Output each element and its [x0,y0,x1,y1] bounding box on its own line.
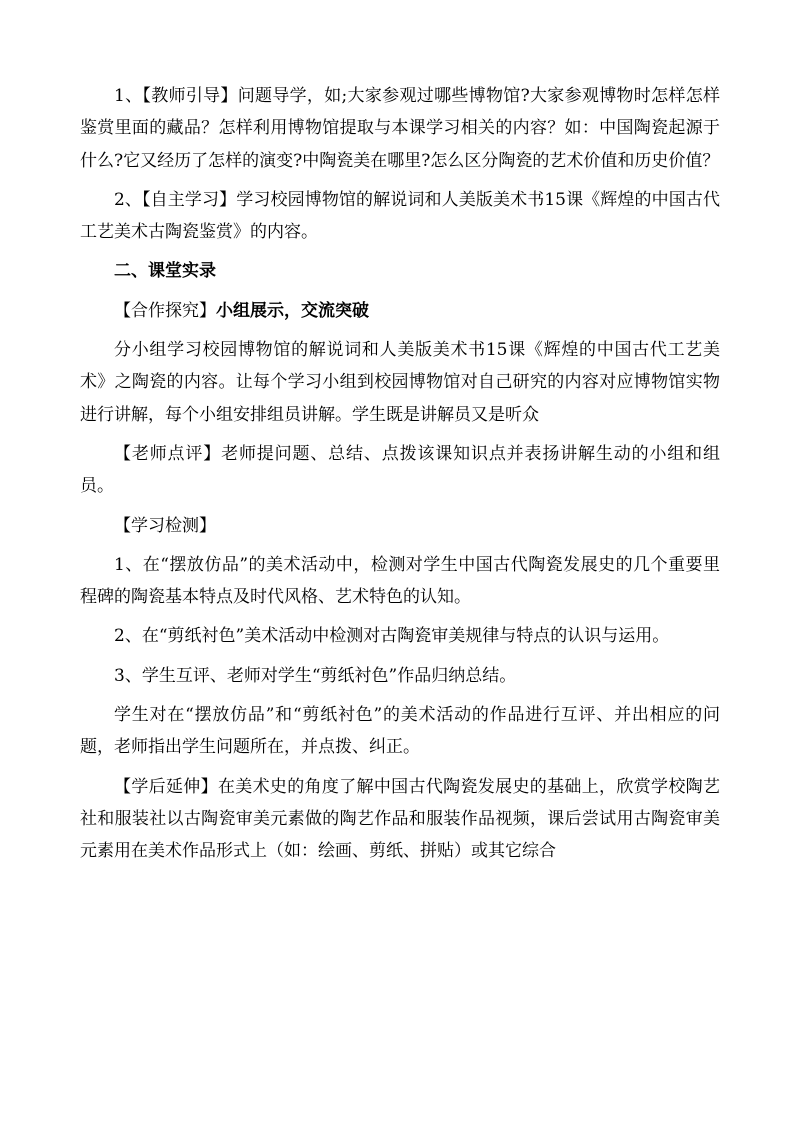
paragraph-cooperative-inquiry [80,295,720,327]
paragraph-check-1: 1、在“摆放仿品”的美术活动中，检测对学生中国古代陶瓷发展史的几个重要里程碑的陶瓷基本特点及时代风格、艺术特色的认知。 [80,554,720,608]
document-body [80,80,720,875]
paragraph-self-study: 2、【自主学习】学习校园博物馆的解说词和人美版美术书15课《辉煌的中国古代工艺美术古陶瓷鉴赏》的内容。 [80,189,720,243]
paragraph-peer-review: 学生对在“摆放仿品”和“剪纸衬色”的美术活动的作品进行互评、并出相应的问题，老师指出学生问题所在，并点拨、纠正。 [80,705,720,758]
section-heading-classroom-record: 二、课堂实录 [114,261,216,282]
cooperative-inquiry-title: 小组展示，交流突破 [216,300,369,321]
paragraph-group-study: 分小组学习校园博物馆的解说词和人美版美术书15课《辉煌的中国古代工艺美术》之陶瓷的内容。让每个学习小组到校园博物馆对自己研究的内容对应博物馆实物进行讲解，每个小组安排组员讲解。学生既是讲解员又是听众 [80,340,720,425]
paragraph-check-3: 3、学生互评、老师对学生“剪纸衬色”作品归纳总结。 [114,665,517,686]
paragraph-extension: 【学后延伸】在美术史的角度了解中国古代陶瓷发展史的基础上，欣赏学校陶艺社和服装社以古陶瓷审美元素做的陶艺作品和服装作品视频，课后尝试用古陶瓷审美元素用在美术作品形式上（如：绘画、剪纸、拼贴）或其它综合 [80,776,720,862]
paragraph-teacher-comment: 【老师点评】老师提问题、总结、点拨该课知识点并表扬讲解生动的小组和组员。 [80,443,720,497]
paragraph-teacher-guide: 1、【教师引导】问题导学，如;大家参观过哪些博物馆?大家参观博物时怎样怎样鉴赏里面的藏品？怎样利用博物馆提取与本课学习相关的内容？如：中国陶瓷起源于什么?它又经历了怎样的演变?中陶瓷美在哪里?怎么区分陶瓷的艺术价值和历史价值？ [80,86,720,171]
heading-learning-check: 【学习检测】 [114,515,216,536]
paragraph-check-2: 2、在“剪纸衬色”美术活动中检测对古陶瓷审美规律与特点的认识与运用。 [114,626,670,647]
cooperative-inquiry-label: 【合作探究】 [114,300,216,321]
